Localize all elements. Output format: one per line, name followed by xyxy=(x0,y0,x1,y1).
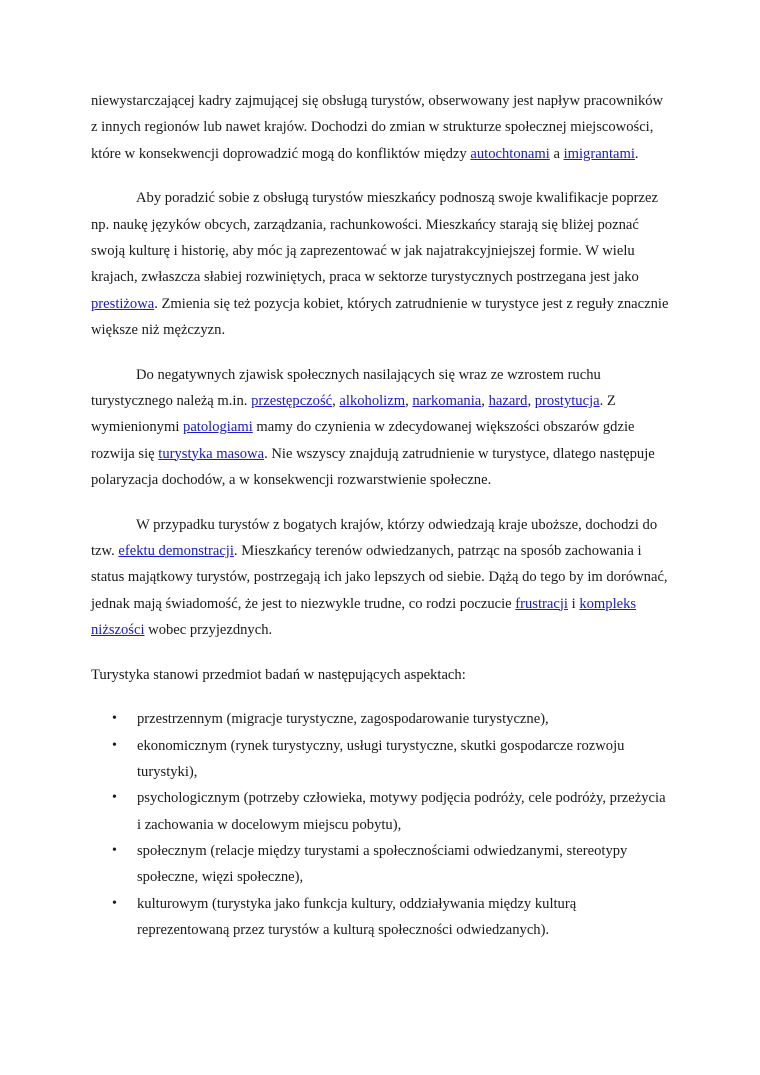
document-body xyxy=(91,88,671,943)
text-run: . Zmienia się też pozycja kobiet, których zatrudnienie w turystyce jest z reguły znacznie większe niż mężczyzn. xyxy=(91,295,669,338)
text-run: . Nie wszyscy znajdują zatrudnienie w turystyce, dlatego następuje polaryzacja dochodów, a w konsekwencji rozwarstwienie społeczne. xyxy=(91,445,655,488)
list-item: • kulturowym (turystyka jako funkcja kultury, oddziaływania między kulturą reprezentowaną przez turystów a kulturą społeczności odwiedzanych). xyxy=(91,891,671,944)
text-run: Aby poradzić sobie z obsługą turystów mieszkańcy podnoszą swoje kwalifikacje poprzez np. naukę języków obcych, zarządzania, rachunkowości. Mieszkańcy starają się bliżej poznać swoją kulturę i historię, aby móc ją zaprezentować w jak najatrakcyjniejszej formie. W wielu krajach, zwłaszcza słabiej rozwiniętych, praca w sektorze turystycznych postrzegana jest jako xyxy=(91,190,658,286)
link-efektu-demonstracji[interactable]: efektu demonstracji xyxy=(118,542,234,559)
list-item: • przestrzennym (migracje turystyczne, zagospodarowanie turystyczne), xyxy=(91,706,671,732)
paragraph-1 xyxy=(91,88,671,167)
text-run: , xyxy=(332,392,340,409)
paragraph-3 xyxy=(91,362,671,493)
text-run: niewystarczającej kadry zajmującej się obsługą turystów, obserwowany jest napływ pracowników z innych regionów lub nawet krajów. Dochodzi do zmian w strukturze społecznej miejscowości, które w konsekwencji doprowadzić mogą do konfliktów między xyxy=(91,93,664,162)
link-prostytucja[interactable]: prostytucja xyxy=(534,392,600,409)
text-run: wobec przyjezdnych. xyxy=(144,621,273,638)
text-run: mamy do czynienia w zdecydowanej większości obszarów gdzie rozwija się xyxy=(91,419,635,462)
link-hazard[interactable]: hazard xyxy=(488,392,528,409)
link-kompleks-nizszosci[interactable]: kompleks niższości xyxy=(91,595,637,638)
link-narkomania[interactable]: narkomania xyxy=(412,392,482,409)
text-run: . Mieszkańcy terenów odwiedzanych, patrząc na sposób zachowania i status majątkowy turystów, postrzegają ich jako lepszych od siebie. Dążą do tego by im dorównać, jednak mają świadomość, że jest to niezwykle trudne, co rodzi poczucie xyxy=(91,542,668,612)
link-przestepczosc[interactable]: przestępczość xyxy=(251,392,333,409)
link-frustracji[interactable]: frustracji xyxy=(515,595,568,612)
text-run: i xyxy=(567,595,580,612)
link-alkoholizm[interactable]: alkoholizm xyxy=(339,392,406,409)
link-patologiami[interactable]: patologiami xyxy=(183,419,253,436)
text-run: W przypadku turystów z bogatych krajów, którzy odwiedzają kraje uboższe, dochodzi do tzw. xyxy=(91,516,658,559)
list-item: • psychologicznym (potrzeby człowieka, motywy podjęcia podróży, cele podróży, przeżycia i zachowania w docelowym miejscu pobytu), xyxy=(91,785,671,838)
list-item: • społecznym (relacje między turystami a społecznościami odwiedzanymi, stereotypy społeczne, więzi społeczne), xyxy=(91,838,671,891)
text-run: Do negatywnych zjawisk społecznych nasilających się wraz ze wzrostem ruchu turystycznego należą m.in. xyxy=(91,366,601,409)
link-turystyka-masowa[interactable]: turystyka masowa xyxy=(158,445,265,462)
paragraph-4 xyxy=(91,512,671,643)
list-intro: Turystyka stanowi przedmiot badań w następujących aspektach: xyxy=(91,666,466,683)
link-prestizowa[interactable]: prestiżowa xyxy=(91,295,155,312)
paragraph-2 xyxy=(91,185,671,343)
text-run: , xyxy=(405,392,413,409)
text-run: , xyxy=(527,392,535,409)
aspects-list xyxy=(91,706,671,943)
text-run: . Z wymienionymi xyxy=(91,392,616,436)
text-run: . xyxy=(634,145,639,162)
text-run: , xyxy=(481,392,489,409)
link-imigrantami[interactable]: imigrantami xyxy=(563,145,635,162)
text-run: a xyxy=(549,145,564,162)
list-item: • ekonomicznym (rynek turystyczny, usługi turystyczne, skutki gospodarcze rozwoju turystyki), xyxy=(91,733,671,786)
link-autochtonami[interactable]: autochtonami xyxy=(470,145,550,162)
